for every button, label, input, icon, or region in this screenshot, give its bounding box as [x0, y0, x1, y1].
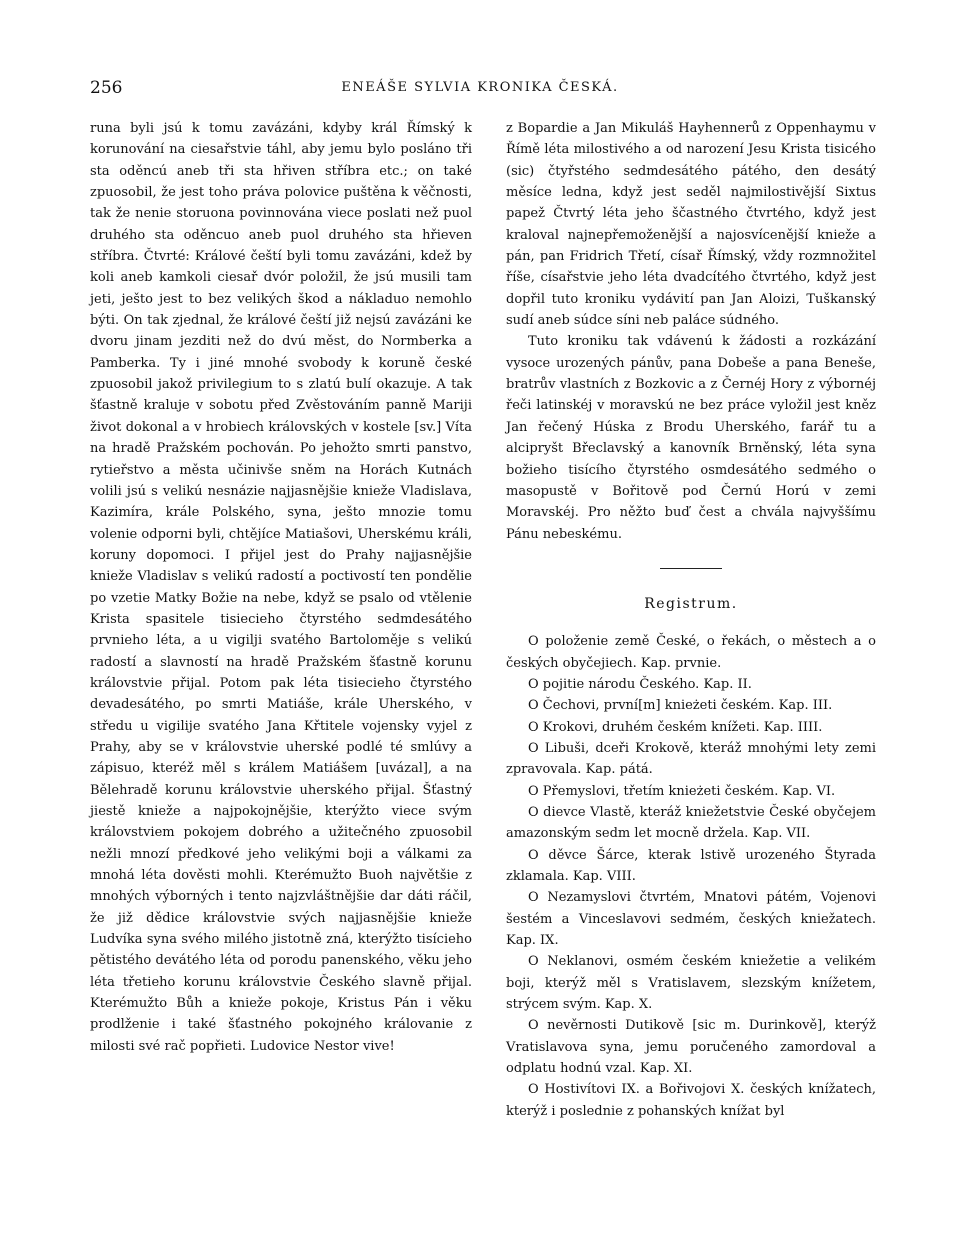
registrum-entry: O Čechovi, první[m] knieżeti českém. Kap. III.	[528, 698, 833, 714]
registrum-entry: O Nezamyslovi čtvrtém, Mnatovi pátém, Vojenovi šestém a Vinceslavovi sedmém, českých kniežatech. Kap. IX.	[506, 890, 876, 949]
registrum-entry: O nevěrnosti Dutikově [sic m. Durinkově], kterýž Vratislavova syna, jemu poručeného zamordoval a odplatu hodnú vzal. Kap. XI.	[506, 1018, 876, 1077]
registrum-title: Registrum.	[644, 595, 738, 612]
registrum-entry: O dievce Vlastě, kteráž kniežetstvie České obyčejem amazonským sedm let mocně držela. Kap. VII.	[506, 804, 876, 842]
left-paragraph-1: runa byli jsú k tomu zavázáni, kdyby král Římský k korunování na ciesařstvie táhl, aby jemu bylo posláno tři sta oděncú aneb tři sta hřiven stříbra etc.; on také zpuosobil, že jest toho práva polovice puštěna k věčnosti, tak že nenie storuona povinnována viece poslati než puol druhého sta oděncuo aneb puol druhého sta hřieven stříbra. Čtvrté: Králové čeští byli tomu zavázáni, kdež by koli aneb kamkoli ciesař dvór položil, že jsú musili tam jeti, ješto jest to bez velikých škod a nákladuo nemohlo býti. On tak zjednal, že králové čeští již nejsú zavázáni ke dvoru jinam jezditi než do dvú měst, do Normberka a Pamberka. Ty i jiné mnohé svobody k koruně české zpuosobil jakož privilegium to s zlatú bulí okazuje. A tak šťastně kraluje v sobotu před Zvěstováním panně Mariji život dokonal a v hrobiech královských v kostele [sv.] Víta na hradě Pražském pochován. Po jehožto smrti panstvo, rytieřstvo a města učinivše sněm na Horách Kutnách volili jsú s velikú nesnázie najjasnějšie knieže Vladislava, Kazimíra, krále Polského, syna, ješto mnozie tomu volenie odporni byli, chtějíce Matiašovi, Uherskému králi, koruny dopomoci. I přijel jest do Prahy najjasnějšie knieže Vladislav s velikú radostí a poctivostí ten pondělie po vzetie Matky Božie na nebe, když se psalo od vtělenie Krista spasitele tisiecieho čtyrstého sedmdesátého prvnieho léta, a u vigilji svatého Bartoloměje s velikú radostí a slavností na hradě Pražském šťastně korunu královstvie přijal. Potom pak léta tisiecieho čtyrstého devadesátého, po smrti Matiáše, krále Uherského, v středu u vigilije svatého Jana Křtitele vojensky vyjel z Prahy, aby se v královstvie uherské podlé té smlúvy a zápisuo, kteréž měl s králem Matiášem [uvázal], a na Bělehradě korunu královstvie uherského přijal. Šťastný jiestě knieže a najpokojnějšie, kterýžto viece svým královstviem pokojem dobrého a užitečného zpuosobil nežli mnozí předkové jeho velikými boji a válkami za mnohá léta dověsti mohli. Kterémužto Buoh najvětšie z mnohých výborných i tento najzvláštnějšie dar dáti ráčil, že již dědice královstvie svých najjasnějšie knieže Ludvíka syna svého milého jistotně zná, kterýžto tisícieho pětistého devátého léta od porodu panenského, věku jeho léta třetieho korunu královstvie Českého slavně přijal. Kterémužto Bůh a knieže pokoje, Kristus Pán i věku prodlženie i také šťastného pokojného královanie z milosti své rač popřieti. Ludovice Nestor vive!	[90, 121, 472, 1054]
registrum-entry: O Přemyslovi, třetím knieżeti českém. Kap. VI.	[528, 783, 836, 799]
left-column	[90, 118, 472, 1057]
page-number: 256	[90, 78, 123, 98]
colophon-paragraph-2: Tuto kroniku tak vdávenú k žádosti a rozkázání vysoce urozených pánův, pana Dobeše a pana Beneše, bratrův vlastních z Bozkovic a z Černéj Hory z výbornéj řeči latinskéj v moravskú ne bez práce vyložil jest kněz Jan řečený Húska z Brodu Uherského, farář tu a alcipryšt Břeclavský a kanovník Brněnský, léta syna božieho tisícího čtyrstého osmdesátého sedmého o masopustě v Bořitově pod Černú Horú v zemi Moravskéj. Pro něžto buď čest a chvála najvyššímu Pánu nebeskému.	[506, 334, 876, 542]
registrum-list	[506, 631, 876, 1122]
registrum-entry: O Krokovi, druhém českém knížeti. Kap. IIII.	[528, 719, 823, 735]
registrum-entry: O děvce Šárce, kterak lstivě urozeného Štyrada zklamala. Kap. VIII.	[506, 847, 876, 884]
registrum-entry: O pojitie národu Českého. Kap. II.	[528, 676, 752, 692]
section-divider	[660, 568, 722, 569]
registrum-entry: O položenie země České, o řekách, o městech a o českých obyčejiech. Kap. prvnie.	[506, 634, 876, 671]
registrum-entry: O Hostivítovi IX. a Bořivojovi X. českých knížatech, kterýž i poslednie z pohanských knížat byl	[506, 1082, 876, 1119]
running-head: ENEÁŠE SYLVIA KRONIKA ČESKÁ.	[341, 80, 619, 95]
registrum-entry: O Neklanovi, osmém českém kniežetie a velikém boji, kterýž měl s Vratislavem, slezským knížetem, strýcem svým. Kap. X.	[506, 954, 876, 1013]
right-column	[506, 118, 876, 1122]
registrum-entry: O Libuši, dceři Krokově, kteráž mnohými lety zemi zpravovala. Kap. pátá.	[506, 740, 876, 778]
colophon-paragraph-1: z Bopardie a Jan Mikuláš Hayhennerů z Oppenhaymu v Římě léta milostivého a od narození Jesu Krista tisicého (sic) čtyřstého sedmdesátého pátého, den desátý měsíce ledna, když jest seděl najmilostivější Sixtus papež Čtvrtý léta jeho ščastného čtvrtého, když jest kraloval najnepřemoženější a najosvícenější knieže a pán, pan Fridrich Třetí, císař Římský, vždy rozmnožitel říše, císařstvie jeho léta dvadcítého čtvrtého, když jest dopřil tuto kroniku vydávití pan Jan Aloizi, Tuškanský sudí aneb súdce síni neb paláce súdného.	[506, 121, 876, 329]
